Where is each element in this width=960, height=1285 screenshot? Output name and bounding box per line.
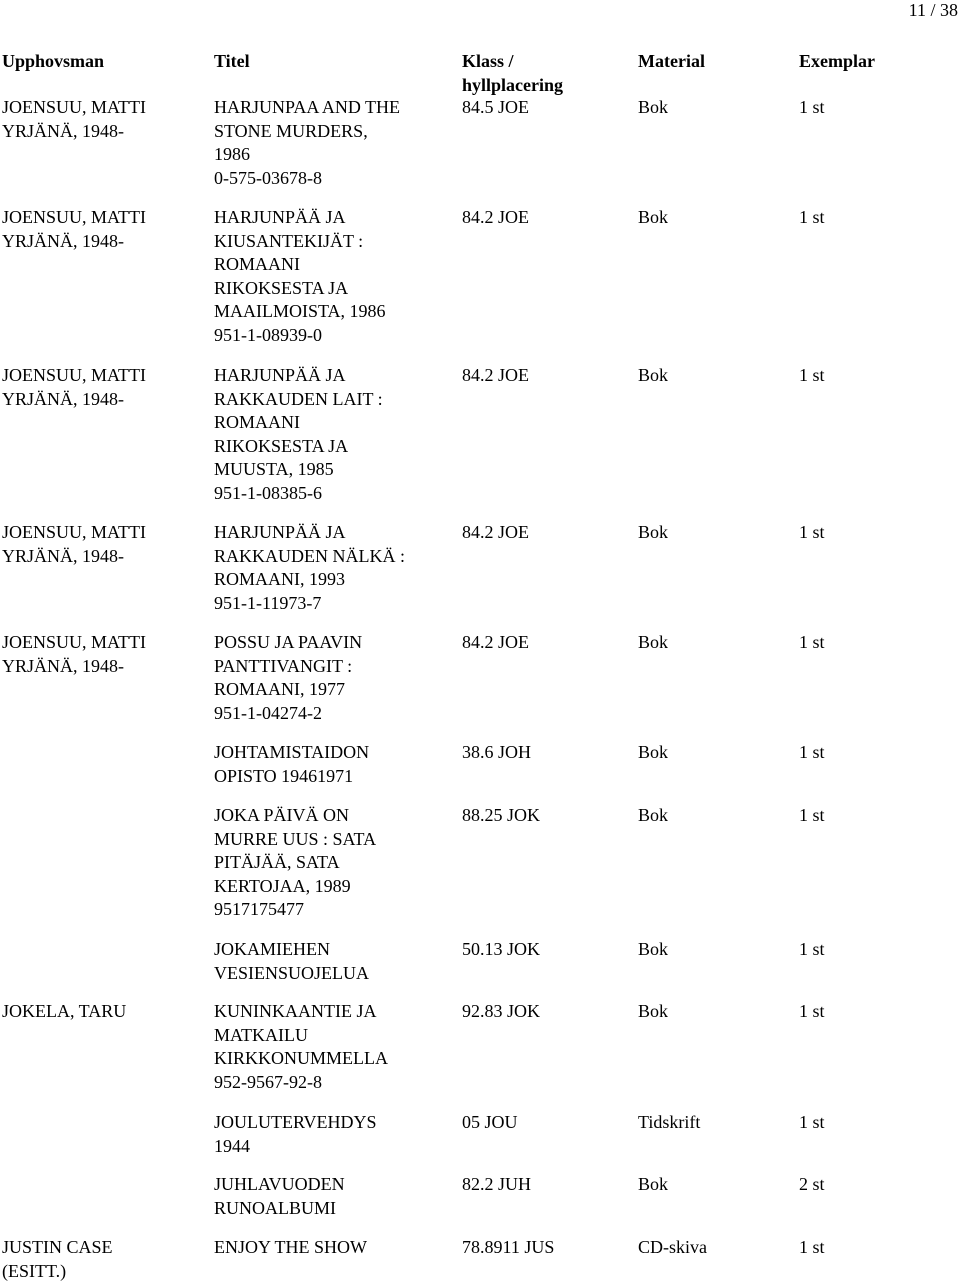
- class-cell: 84.2 JOE: [462, 632, 529, 652]
- title-cell: [214, 631, 362, 725]
- title-cell-line: RAKKAUDEN LAIT :: [214, 388, 383, 409]
- material-cell: Bok: [638, 1174, 669, 1194]
- copies-cell: 1 st: [799, 97, 825, 117]
- copies-cell: 1 st: [799, 1001, 825, 1021]
- class-cell: 88.25 JOK: [462, 805, 541, 825]
- material-cell: Bok: [638, 365, 669, 385]
- copies-cell: 1 st: [799, 939, 825, 959]
- material-cell: Bok: [638, 742, 669, 762]
- title-cell-line: JUHLAVUODEN: [214, 1174, 345, 1194]
- title-cell: [214, 1000, 388, 1094]
- title-cell-line: RIKOKSESTA JA: [214, 435, 349, 456]
- author-cell: [2, 1000, 126, 1024]
- author-cell-line: YRJÄNÄ, 1948-: [2, 545, 125, 566]
- material-cell: Bok: [638, 522, 669, 542]
- author-cell: [2, 206, 146, 253]
- title-cell-line: MUUSTA, 1985: [214, 459, 334, 479]
- material-cell: Bok: [638, 207, 669, 227]
- title-cell: [214, 938, 369, 985]
- title-cell-line: 1986: [214, 144, 250, 164]
- title-cell-line: ROMAANI, 1977: [214, 679, 346, 699]
- title-cell-line: ROMAANI, 1993: [214, 569, 346, 589]
- author-cell-line: JOKELA, TARU: [2, 1001, 127, 1021]
- title-cell-line: HARJUNPAA AND THE: [214, 97, 401, 117]
- title-cell-line: 1944: [214, 1135, 250, 1156]
- copies-cell: 1 st: [799, 522, 825, 542]
- material-cell: Bok: [638, 97, 669, 117]
- class-cell: 82.2 JUH: [462, 1174, 532, 1194]
- title-cell-line: ENJOY THE SHOW: [214, 1237, 367, 1257]
- title-cell: [214, 206, 386, 347]
- title-cell-line: PANTTIVANGIT :: [214, 655, 353, 676]
- title-cell: [214, 1236, 367, 1260]
- class-cell: 05 JOU: [462, 1112, 518, 1132]
- title-cell-line: RIKOKSESTA JA: [214, 277, 349, 298]
- class-cell: 84.5 JOE: [462, 97, 529, 117]
- title-cell-line: 9517175477: [214, 899, 304, 919]
- title-cell: [214, 96, 400, 190]
- title-cell-line: 951-1-08385-6: [214, 482, 322, 503]
- title-cell-line: HARJUNPÄÄ JA: [214, 207, 346, 227]
- material-cell: Tidskrift: [638, 1112, 701, 1132]
- class-cell: 92.83 JOK: [462, 1001, 541, 1021]
- class-cell: 38.6 JOH: [462, 742, 532, 762]
- author-cell-line: JOENSUU, MATTI: [2, 365, 146, 385]
- author-cell: [2, 96, 146, 143]
- material-cell: Bok: [638, 632, 669, 652]
- title-cell-line: MAAILMOISTA, 1986: [214, 301, 386, 321]
- material-cell: Bok: [638, 939, 669, 959]
- author-cell: [2, 631, 146, 678]
- column-header-class-line1: Klass /: [462, 51, 514, 71]
- copies-cell: 1 st: [799, 632, 825, 652]
- title-cell-line: MURRE UUS : SATA: [214, 828, 377, 849]
- author-cell-line: YRJÄNÄ, 1948-: [2, 655, 125, 676]
- title-cell-line: PITÄJÄÄ, SATA: [214, 852, 340, 872]
- title-cell-line: 951-1-08939-0: [214, 324, 322, 345]
- copies-cell: 1 st: [799, 742, 825, 762]
- column-header-material: Material: [638, 51, 705, 71]
- title-cell-line: KERTOJAA, 1989: [214, 875, 351, 896]
- title-cell-line: HARJUNPÄÄ JA: [214, 365, 346, 385]
- title-cell-line: MATKAILU: [214, 1024, 308, 1045]
- title-cell: [214, 521, 405, 615]
- title-cell-line: KIRKKONUMMELLA: [214, 1048, 388, 1068]
- material-cell: CD-skiva: [638, 1237, 707, 1257]
- title-cell-line: POSSU JA PAAVIN: [214, 632, 363, 652]
- copies-cell: 1 st: [799, 1112, 825, 1132]
- author-cell-line: (ESITT.): [2, 1260, 67, 1281]
- copies-cell: 1 st: [799, 365, 825, 385]
- author-cell-line: YRJÄNÄ, 1948-: [2, 388, 125, 409]
- column-header-copies: Exemplar: [799, 51, 875, 71]
- copies-cell: 1 st: [799, 1237, 825, 1257]
- class-cell: 50.13 JOK: [462, 939, 541, 959]
- title-cell-line: VESIENSUOJELUA: [214, 962, 369, 983]
- title-cell-line: JOKA PÄIVÄ ON: [214, 805, 350, 825]
- title-cell-line: RUNOALBUMI: [214, 1197, 337, 1218]
- title-cell-line: KUNINKAANTIE JA: [214, 1001, 377, 1021]
- title-cell-line: 951-1-11973-7: [214, 592, 322, 613]
- title-cell-line: 951-1-04274-2: [214, 702, 322, 723]
- title-cell-line: KIUSANTEKIJÄT :: [214, 230, 364, 251]
- title-cell-line: ROMAANI: [214, 412, 301, 432]
- author-cell-line: JOENSUU, MATTI: [2, 522, 146, 542]
- class-cell: 78.8911 JUS: [462, 1237, 555, 1257]
- title-cell-line: RAKKAUDEN NÄLKÄ :: [214, 545, 405, 566]
- title-cell: [214, 1111, 377, 1158]
- title-cell-line: STONE MURDERS,: [214, 120, 368, 141]
- title-cell-line: JOKAMIEHEN: [214, 939, 330, 959]
- author-cell-line: JOENSUU, MATTI: [2, 632, 146, 652]
- title-cell-line: HARJUNPÄÄ JA: [214, 522, 346, 542]
- column-header-class-line2: hyllplacering: [462, 74, 564, 95]
- author-cell-line: JUSTIN CASE: [2, 1237, 113, 1257]
- title-cell-line: JOULUTERVEHDYS: [214, 1112, 377, 1132]
- author-cell-line: JOENSUU, MATTI: [2, 97, 146, 117]
- title-cell-line: 952-9567-92-8: [214, 1071, 322, 1092]
- title-cell-line: OPISTO 19461971: [214, 765, 354, 786]
- author-cell: [2, 1236, 113, 1283]
- material-cell: Bok: [638, 805, 669, 825]
- page-number: 11 / 38: [908, 0, 958, 20]
- class-cell: 84.2 JOE: [462, 207, 529, 227]
- class-cell: 84.2 JOE: [462, 522, 529, 542]
- author-cell-line: YRJÄNÄ, 1948-: [2, 230, 125, 251]
- material-cell: Bok: [638, 1001, 669, 1021]
- copies-cell: 1 st: [799, 207, 825, 227]
- title-cell: [214, 741, 369, 788]
- author-cell-line: YRJÄNÄ, 1948-: [2, 120, 125, 141]
- author-cell: [2, 521, 146, 568]
- copies-cell: 2 st: [799, 1174, 825, 1194]
- title-cell-line: ROMAANI: [214, 254, 301, 274]
- copies-cell: 1 st: [799, 805, 825, 825]
- title-cell-line: JOHTAMISTAIDON: [214, 742, 370, 762]
- column-header-class: [462, 50, 602, 97]
- column-header-title: Titel: [214, 51, 250, 71]
- column-header-author: Upphovsman: [2, 51, 105, 71]
- title-cell: [214, 364, 383, 505]
- title-cell: [214, 1173, 345, 1220]
- class-cell: 84.2 JOE: [462, 365, 529, 385]
- author-cell: [2, 364, 146, 411]
- title-cell-line: 0-575-03678-8: [214, 167, 322, 188]
- author-cell-line: JOENSUU, MATTI: [2, 207, 146, 227]
- title-cell: [214, 804, 376, 922]
